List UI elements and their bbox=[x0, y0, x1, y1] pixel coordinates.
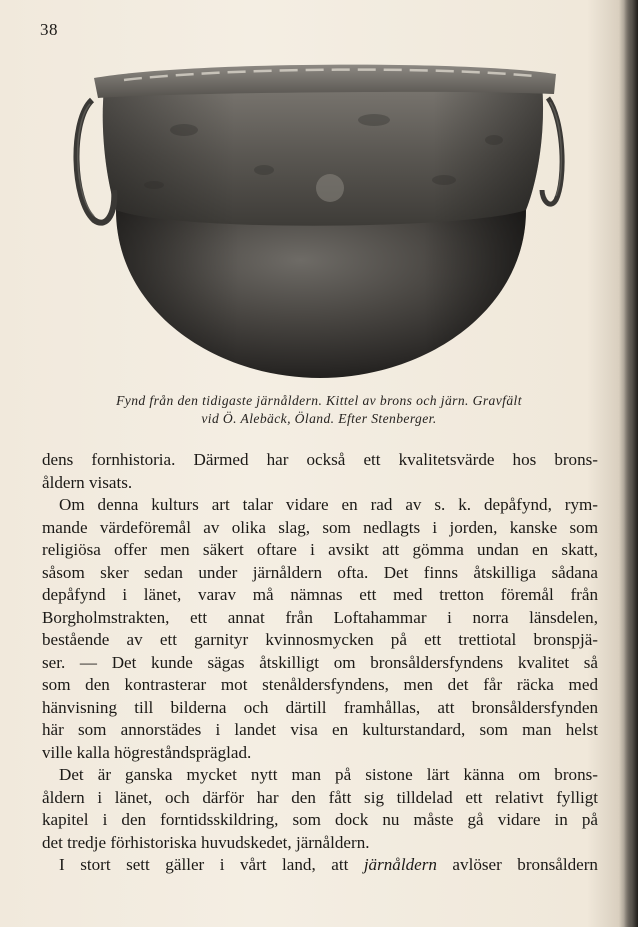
body-text bbox=[42, 449, 598, 877]
figure-caption-line: vid Ö. Alebäck, Öland. Efter Stenberger. bbox=[201, 411, 437, 426]
text-line: mande värdeföremål av olika slag, som nedlagts i jorden, kanske som bbox=[42, 517, 598, 537]
text-line: det tredje förhistoriska huvudskedet, järnåldern. bbox=[42, 832, 370, 852]
text-line bbox=[42, 854, 598, 877]
figure-caption bbox=[40, 392, 598, 428]
text-run: avlöser bronsåldern bbox=[436, 855, 598, 874]
text-line: Borgholmstrakten, ett annat från Loftahammar i norra länsdelen, bbox=[42, 607, 598, 627]
page-gutter-shadow bbox=[624, 0, 638, 927]
text-line: här som annorstädes i landet visa en kulturstandard, som man helst bbox=[42, 720, 598, 739]
text-line: dens fornhistoria. Därmed har också ett kvalitetsvärde hos brons- bbox=[42, 450, 598, 469]
emphasized-term: järnåldern bbox=[363, 855, 437, 874]
text-line: hänvisning till bilderna och därtill framhållas, att bronsåldersfynden bbox=[42, 697, 598, 717]
text-line: Det är ganska mycket nytt man på sistone lärt känna om brons- bbox=[59, 765, 598, 784]
text-line: bestående av ett garnityr kvinnosmycken på ett trettiotal bronspjä- bbox=[42, 630, 598, 649]
text-line: religiösa offer men säkert oftare i avsikt att gömma undan en skatt, bbox=[42, 540, 598, 559]
text-line: ville kalla högreståndspräglad. bbox=[42, 742, 252, 762]
text-line: åldern visats. bbox=[42, 472, 133, 492]
page-number: 38 bbox=[40, 20, 58, 39]
text-run: I stort sett gäller i vårt land, att bbox=[59, 855, 364, 874]
text-line: kapitel i den forntidsskildring, som dock nu måste gå vidare in på bbox=[42, 810, 598, 829]
text-line: depåfynd i länet, varav må nämnas ett med tretton föremål från bbox=[42, 585, 598, 604]
text-line: Om denna kulturs art talar vidare en rad av s. k. depåfynd, rym- bbox=[59, 495, 598, 514]
text-line: åldern i länet, och därför har den fått sig tilldelad ett relativt fylligt bbox=[42, 787, 598, 807]
text-line: såsom sker sedan under järnåldern ofta. Det finns åtskilliga sådana bbox=[42, 562, 598, 582]
text-line: som den kontrasterar mot stenåldersfyndens, men det får räcka med bbox=[42, 675, 598, 694]
figure-caption-line: Fynd från den tidigaste järnåldern. Kittel av brons och järn. Gravfält bbox=[116, 393, 522, 408]
cauldron-photo bbox=[64, 60, 576, 386]
text-line: ser. — Det kunde sägas åtskilligt om bronsåldersfyndens kvalitet så bbox=[42, 652, 598, 672]
cauldron-illustration bbox=[64, 60, 576, 386]
